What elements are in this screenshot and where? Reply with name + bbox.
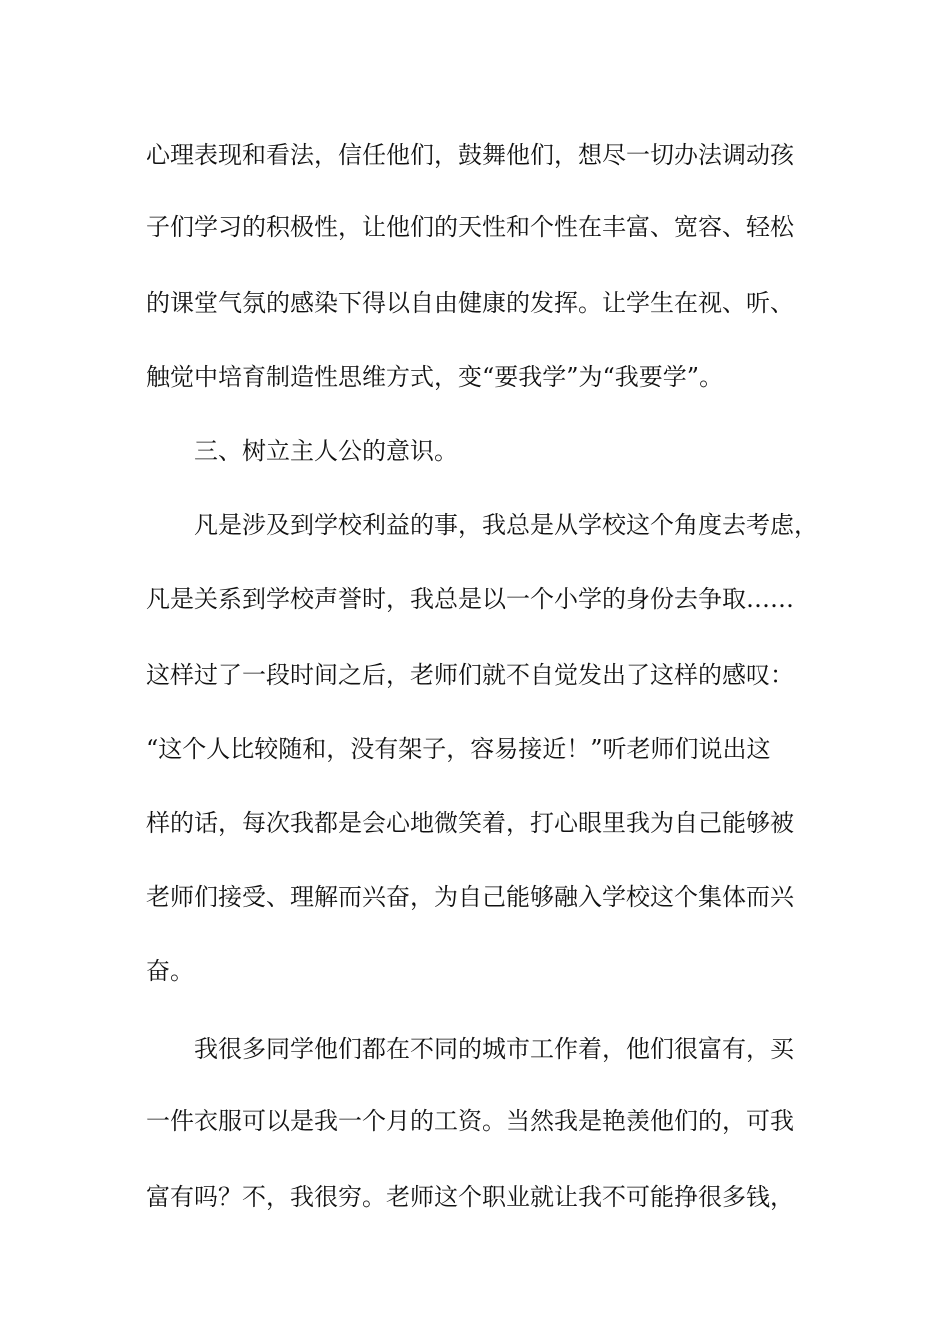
paragraph-line: 子们学习的积极性，让他们的天性和个性在丰富、宽容、轻松 [146, 213, 794, 241]
paragraph-line: “这个人比较随和，没有架子，容易接近！”听老师们说出这 [146, 735, 771, 763]
paragraph-line: 凡是关系到学校声誉时，我总是以一个小学的身份去争取…… [146, 585, 794, 613]
paragraph-line: 我很多同学他们都在不同的城市工作着，他们很富有，买 [194, 1035, 794, 1063]
paragraph-line: 心理表现和看法，信任他们，鼓舞他们，想尽一切办法调动孩 [146, 141, 794, 169]
paragraph-line: 凡是涉及到学校利益的事，我总是从学校这个角度去考虑， [194, 511, 818, 539]
paragraph-line: 富有吗？不，我很穷。老师这个职业就让我不可能挣很多钱， [146, 1183, 794, 1211]
section-heading: 三、树立主人公的意识。 [194, 437, 458, 465]
paragraph-line: 样的话，每次我都是会心地微笑着，打心眼里我为自己能够被 [146, 809, 794, 837]
paragraph-line: 一件衣服可以是我一个月的工资。当然我是艳羡他们的，可我 [146, 1107, 794, 1135]
paragraph-line: 的课堂气氛的感染下得以自由健康的发挥。让学生在视、听、 [146, 289, 794, 317]
paragraph-line: 奋。 [146, 957, 194, 985]
paragraph-line: 这样过了一段时间之后，老师们就不自觉发出了这样的感叹： [146, 661, 794, 689]
paragraph-line: 触觉中培育制造性思维方式，变“要我学”为“我要学”。 [146, 363, 724, 391]
paragraph-line: 老师们接受、理解而兴奋，为自己能够融入学校这个集体而兴 [146, 883, 794, 911]
